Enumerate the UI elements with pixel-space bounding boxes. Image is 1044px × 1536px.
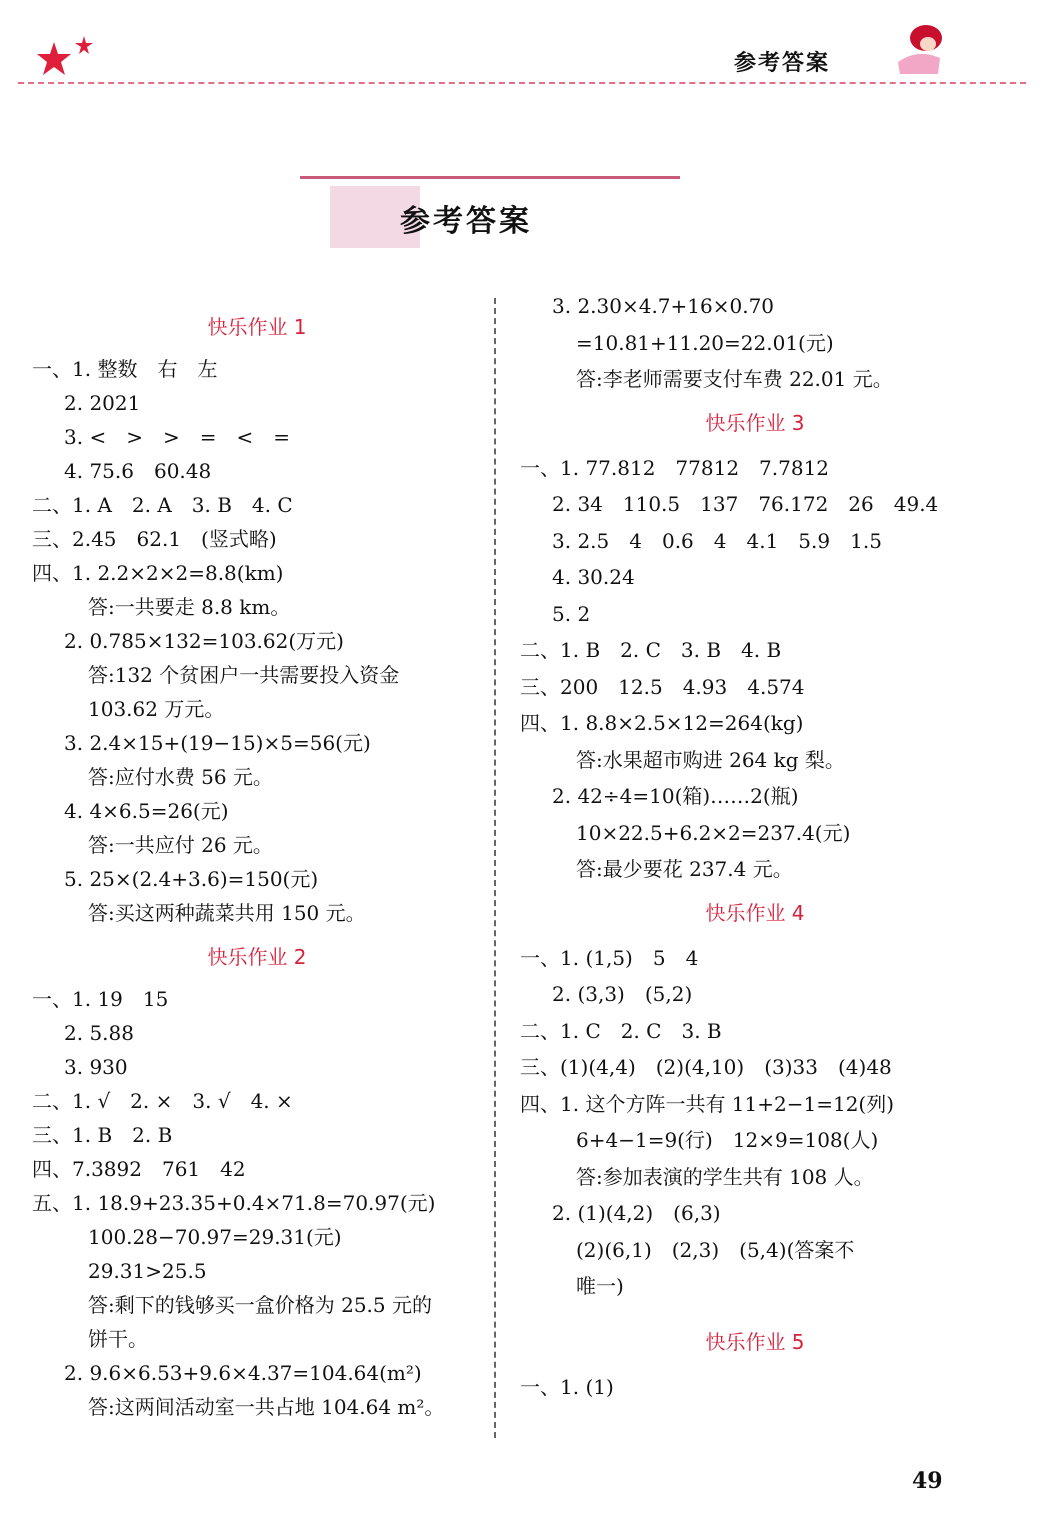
answer-line: 2. 0.785×132=103.62(万元)	[64, 629, 344, 653]
page-title: 参考答案	[400, 204, 532, 239]
answer-line: =10.81+11.20=22.01(元)	[576, 330, 834, 355]
answer-line: 答:132 个贫困户一共需要投入资金	[88, 663, 400, 687]
section-title: 快乐作业 5	[705, 1329, 805, 1354]
answer-line: 唯一)	[576, 1274, 624, 1298]
answer-line: 一、1. (1)	[520, 1374, 614, 1399]
answer-line: 3. 930	[64, 1055, 128, 1079]
answer-line: 答:参加表演的学生共有 108 人。	[576, 1164, 874, 1189]
section-title: 快乐作业 1	[207, 315, 307, 339]
answer-line: 2. 42÷4=10(箱)……2(瓶)	[552, 784, 799, 808]
answer-line: 答:买这两种蔬菜共用 150 元。	[88, 901, 366, 925]
answer-line: 5. 2	[552, 601, 591, 626]
page-number: 49	[912, 1468, 943, 1494]
answer-line: 4. 30.24	[552, 565, 635, 589]
left-column	[32, 306, 482, 1424]
answer-line: 3. < > > = < =	[64, 425, 290, 449]
header-label: 参考答案	[734, 50, 831, 76]
answer-line: 答:最少要花 237.4 元。	[576, 857, 793, 881]
answer-line: 3. 2.30×4.7+16×0.70	[552, 294, 775, 318]
answer-line: 四、1. 8.8×2.5×12=264(kg)	[520, 711, 804, 735]
answer-line: 二、1. A 2. A 3. B 4. C	[32, 493, 293, 517]
answer-line: 答:剩下的钱够买一盒价格为 25.5 元的	[88, 1293, 432, 1317]
answer-line: 3. 2.5 4 0.6 4 4.1 5.9 1.5	[552, 528, 882, 553]
answer-line: 二、1. √ 2. × 3. √ 4. ×	[32, 1089, 293, 1113]
answer-line: 二、1. C 2. C 3. B	[520, 1018, 722, 1043]
answer-line: 2. 9.6×6.53+9.6×4.37=104.64(m²)	[64, 1361, 422, 1385]
answer-line: 29.31>25.5	[88, 1259, 207, 1283]
section-title: 快乐作业 2	[207, 945, 307, 969]
column-divider	[494, 298, 496, 1438]
answer-line: 4. 75.6 60.48	[64, 459, 212, 483]
answer-line: 二、1. B 2. C 3. B 4. B	[520, 638, 782, 662]
answer-line: 2. 2021	[64, 391, 141, 415]
answer-line: 答:这两间活动室一共占地 104.64 m²。	[88, 1395, 445, 1419]
answer-line: 三、200 12.5 4.93 4.574	[520, 674, 805, 699]
answer-line: 2. (1)(4,2) (6,3)	[552, 1201, 721, 1225]
section-title: 快乐作业 3	[705, 410, 805, 435]
answer-line: (2)(6,1) (2,3) (5,4)(答案不	[576, 1237, 855, 1262]
answer-line: 6+4−1=9(行) 12×9=108(人)	[576, 1128, 879, 1152]
answer-line: 100.28−70.97=29.31(元)	[88, 1225, 342, 1249]
answer-line: 一、1. 整数 右 左	[32, 357, 218, 381]
answer-line: 饼干。	[88, 1327, 148, 1351]
answer-line: 一、1. (1,5) 5 4	[520, 945, 699, 970]
answer-line: 三、2.45 62.1 (竖式略)	[32, 527, 277, 551]
answer-line: 四、7.3892 761 42	[32, 1157, 246, 1181]
right-column	[520, 288, 990, 1405]
answer-line: 三、(1)(4,4) (2)(4,10) (3)33 (4)48	[520, 1055, 892, 1079]
answer-line: 一、1. 77.812 77812 7.7812	[520, 455, 830, 480]
answer-line: 103.62 万元。	[88, 697, 225, 721]
answer-line: 答:李老师需要支付车费 22.01 元。	[576, 367, 893, 391]
girl-illustration-icon	[878, 18, 958, 78]
answer-line: 2. 34 110.5 137 76.172 26 49.4	[552, 492, 939, 516]
section-title: 快乐作业 4	[705, 900, 805, 925]
title-rule	[300, 176, 680, 179]
header-rule	[18, 82, 1026, 84]
answer-line: 4. 4×6.5=26(元)	[64, 799, 229, 823]
answer-line: 3. 2.4×15+(19−15)×5=56(元)	[64, 731, 371, 755]
answer-line: 2. 5.88	[64, 1021, 134, 1045]
answer-line: 五、1. 18.9+23.35+0.4×71.8=70.97(元)	[32, 1191, 436, 1215]
answer-line: 10×22.5+6.2×2=237.4(元)	[576, 820, 851, 845]
answer-line: 2. (3,3) (5,2)	[552, 982, 693, 1006]
answer-line: 一、1. 19 15	[32, 987, 169, 1011]
answer-line: 5. 25×(2.4+3.6)=150(元)	[64, 867, 319, 891]
answer-line: 四、1. 2.2×2×2=8.8(km)	[32, 561, 284, 585]
star-icons	[36, 32, 106, 80]
answer-line: 答:应付水费 56 元。	[88, 765, 273, 789]
answer-line: 答:水果超市购进 264 kg 梨。	[576, 747, 845, 772]
answer-line: 四、1. 这个方阵一共有 11+2−1=12(列)	[520, 1091, 895, 1116]
answer-line: 答:一共应付 26 元。	[88, 833, 273, 857]
answer-line: 三、1. B 2. B	[32, 1123, 173, 1147]
answer-line: 答:一共要走 8.8 km。	[88, 595, 291, 619]
